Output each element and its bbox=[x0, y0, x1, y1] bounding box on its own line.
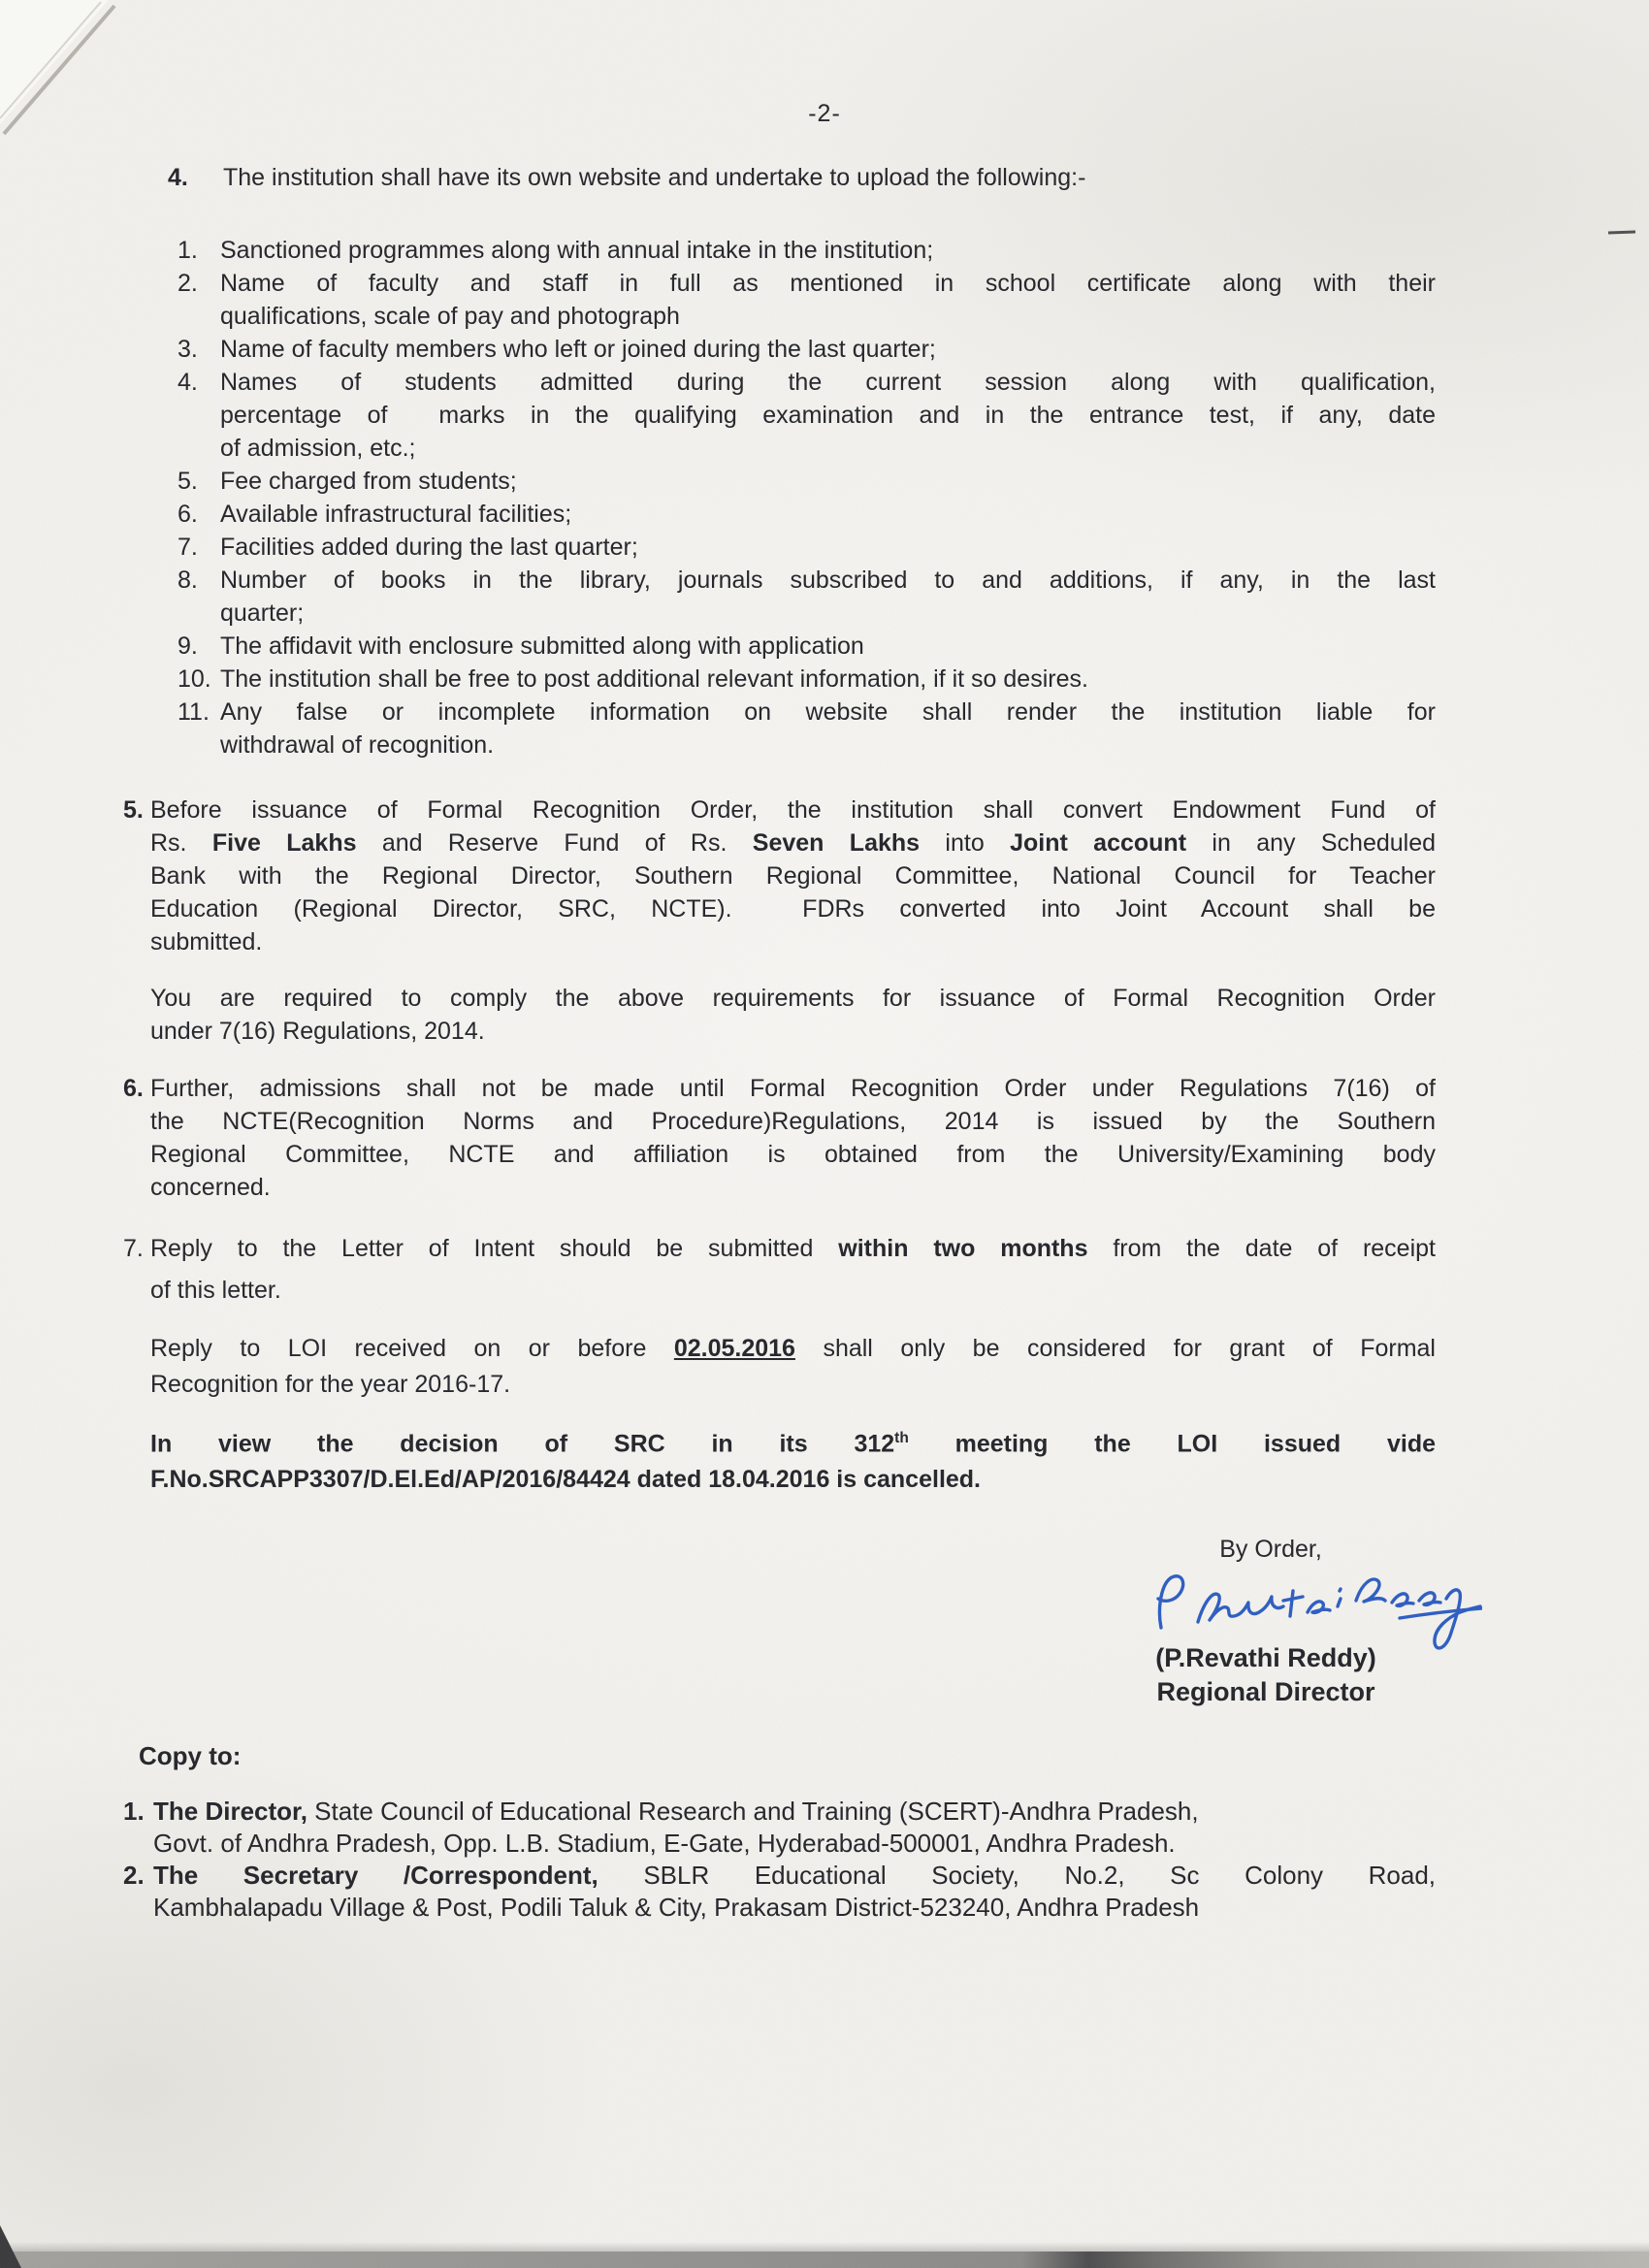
item-number: 7. bbox=[178, 534, 198, 561]
sub-item bbox=[178, 663, 1436, 696]
item-number: 6. bbox=[123, 1075, 144, 1102]
item-number: 2. bbox=[123, 1861, 145, 1890]
item-text: Any false or incomplete information on website shall render the institution liable for withdrawal of recognition. bbox=[220, 698, 1436, 759]
item-text: Name of faculty and staff in full as mentioned in school certificate along with their qualifications, scale of pay and photograph bbox=[220, 270, 1436, 330]
bottom-scan-edge bbox=[0, 2252, 1649, 2268]
item-number: 5. bbox=[123, 796, 144, 824]
fold-crease bbox=[0, 0, 165, 165]
sub-item bbox=[178, 465, 1436, 498]
sub-item bbox=[178, 366, 1436, 465]
copy-item bbox=[123, 1860, 1436, 1924]
scan-shadow bbox=[0, 2242, 1649, 2252]
item-text: The affidavit with enclosure submitted along with application bbox=[220, 632, 864, 660]
signatory-name: (P.Revathi Reddy) bbox=[1155, 1643, 1376, 1672]
item-text: Before issuance of Formal Recognition Order, the institution shall convert Endowment Fund of Rs. Five Lakhs and Reserve Fund of Rs. Seven Lakhs into Joint account in any Scheduled Bank with the Regional Director, Southern Regional Committee, National Council for Teacher Education (Regional Director, SRC, NCTE). FDRs converted into Joint Account shall be submitted. bbox=[150, 796, 1437, 956]
copy-item bbox=[123, 1796, 1436, 1860]
sub-item bbox=[178, 531, 1436, 564]
paragraph-cancellation: In view the decision of SRC in its 312th meeting the LOI issued vide F.No.SRCAPP3307/D.El.Ed/AP/2016/84424 dated 18.04.2016 is cancelled. bbox=[150, 1430, 1436, 1494]
item-number: 2. bbox=[178, 270, 198, 297]
paragraph-loi-deadline: Reply to LOI received on or before 02.05.2016 shall only be considered for grant of Formal Recognition for the year 2016-17. bbox=[150, 1335, 1436, 1398]
item-number: 7. bbox=[123, 1235, 144, 1262]
copy-to-heading: Copy to: bbox=[139, 1741, 242, 1770]
item-number: 5. bbox=[178, 468, 198, 495]
sub-item bbox=[178, 630, 1436, 663]
item-number: 11. bbox=[178, 698, 210, 726]
item-number: 3. bbox=[178, 336, 198, 363]
list-item-6 bbox=[123, 1072, 1436, 1204]
item-number: 8. bbox=[178, 567, 198, 594]
by-order-label: By Order, bbox=[1219, 1536, 1322, 1563]
list-item-5 bbox=[123, 794, 1436, 958]
item-number: 4. bbox=[178, 369, 198, 396]
sub-item bbox=[178, 498, 1436, 531]
sub-item bbox=[178, 696, 1436, 761]
item-text: The institution shall have its own website and undertake to upload the following:- bbox=[223, 164, 1086, 191]
sub-item bbox=[178, 267, 1436, 333]
sub-item bbox=[178, 564, 1436, 630]
item-number: 6. bbox=[178, 501, 198, 528]
page-number: -2- bbox=[808, 100, 841, 127]
item-number: 4. bbox=[168, 164, 188, 191]
item-number: 1. bbox=[178, 237, 198, 264]
item-text: Name of faculty members who left or joined during the last quarter; bbox=[220, 336, 936, 363]
sub-item bbox=[178, 333, 1436, 366]
item-number: 10. bbox=[178, 665, 211, 693]
stray-mark bbox=[1608, 231, 1635, 235]
list-item-4 bbox=[168, 161, 1436, 194]
sub-item bbox=[178, 234, 1436, 267]
signatory-title: Regional Director bbox=[1156, 1677, 1375, 1706]
item-text: The institution shall be free to post additional relevant information, if it so desires. bbox=[220, 665, 1088, 693]
item-text: Available infrastructural facilities; bbox=[220, 501, 572, 528]
copy-to-list bbox=[123, 1796, 1436, 1924]
item-text: Further, admissions shall not be made until Formal Recognition Order under Regulations 7(16) of the NCTE(Recognition Norms and Procedure)Regulations, 2014 is issued by the Southern Regional Committee, NCTE and affiliation is obtained from the University/Examining body concerned. bbox=[150, 1075, 1436, 1201]
sub-list bbox=[178, 234, 1436, 761]
item-text: The Secretary /Correspondent, SBLR Educational Society, No.2, Sc Colony Road, Kambhalapadu Village & Post, Podili Taluk & City, Prakasam District-523240, Andhra Pradesh bbox=[153, 1861, 1437, 1922]
paragraph-comply: You are required to comply the above requirements for issuance of Formal Recognition Order under 7(16) Regulations, 2014. bbox=[150, 985, 1436, 1045]
item-text: Reply to the Letter of Intent should be submitted within two months from the date of receipt of this letter. bbox=[150, 1235, 1436, 1304]
item-text: The Director, State Council of Educational Research and Training (SCERT)-Andhra Pradesh, Govt. of Andhra Pradesh, Opp. L.B. Stadium, E-Gate, Hyderabad-500001, Andhra Pradesh. bbox=[153, 1797, 1199, 1858]
item-number: 1. bbox=[123, 1797, 145, 1826]
item-text: Sanctioned programmes along with annual intake in the institution; bbox=[220, 237, 934, 264]
list-item-7 bbox=[123, 1228, 1436, 1312]
item-text: Fee charged from students; bbox=[220, 468, 517, 495]
item-number: 9. bbox=[178, 632, 198, 660]
item-text: Facilities added during the last quarter; bbox=[220, 534, 638, 561]
item-text: Number of books in the library, journals subscribed to and additions, if any, in the last quarter; bbox=[220, 567, 1436, 627]
corner-shadow bbox=[0, 2225, 21, 2268]
item-text: Names of students admitted during the current session along with qualification, percentage of marks in the qualifying examination and in the entrance test, if any, date of admission, etc.; bbox=[220, 369, 1436, 462]
